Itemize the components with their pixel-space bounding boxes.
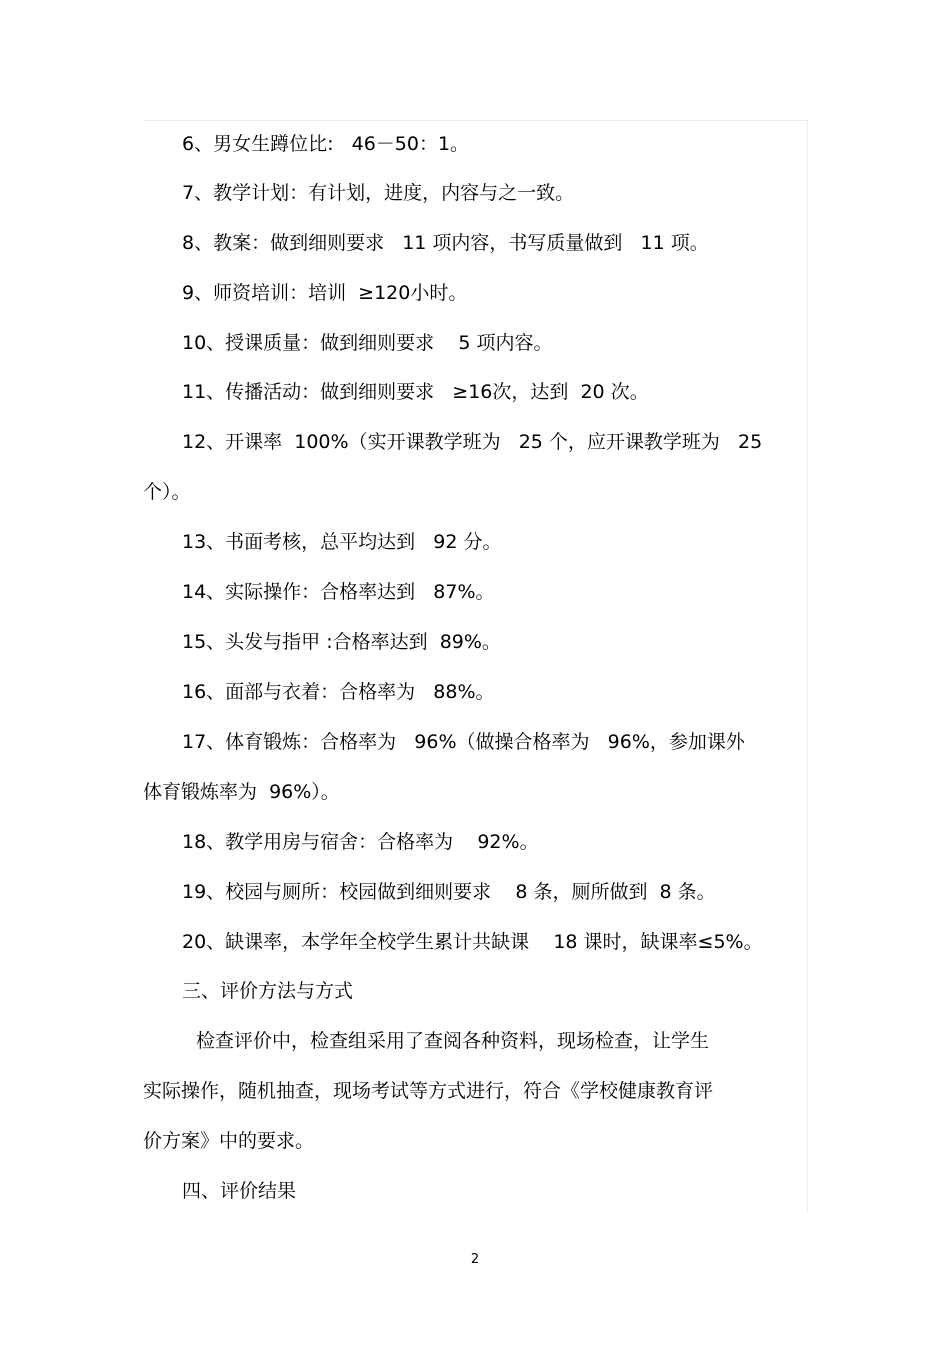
text-line-9: 9、师资培训：培训 ≥120小时。	[182, 282, 468, 304]
text-line-12-cont: 个）。	[143, 481, 191, 503]
section-heading-4: 四、评价结果	[182, 1180, 297, 1202]
text-line-16: 16、面部与衣着：合格率为 88%。	[182, 681, 495, 703]
text-line-20: 20、缺课率，本学年全校学生累计共缺课 18 课时，缺课率≤5%。	[182, 931, 763, 953]
text-line-8: 8、教案：做到细则要求 11 项内容，书写质量做到 11 项。	[182, 232, 709, 254]
text-line-14: 14、实际操作：合格率达到 87%。	[182, 581, 495, 603]
text-line-18: 18、教学用房与宿舍：合格率为 92%。	[182, 831, 539, 853]
paragraph-line-3: 价方案》中的要求。	[143, 1130, 315, 1152]
text-line-13: 13、书面考核，总平均达到 92 分。	[182, 531, 502, 553]
paragraph-line-2: 实际操作，随机抽查，现场考试等方式进行，符合《学校健康教育评	[143, 1080, 714, 1102]
text-line-17-cont: 体育锻炼率为 96%）。	[143, 781, 340, 803]
text-line-7: 7、教学计划：有计划，进度，内容与之一致。	[182, 182, 575, 204]
text-line-6: 6、男女生蹲位比: 46－50：1。	[182, 133, 470, 155]
page-number: 2	[470, 1252, 480, 1267]
section-heading-3: 三、评价方法与方式	[182, 980, 354, 1002]
text-line-12: 12、开课率 100%（实开课教学班为 25 个，应开课教学班为 25	[182, 431, 763, 453]
text-line-10: 10、授课质量：做到细则要求 5 项内容。	[182, 332, 553, 354]
text-line-17: 17、体育锻炼：合格率为 96%（做操合格率为 96%，参加课外	[182, 731, 745, 753]
paragraph-line-1: 检查评价中，检查组采用了查阅各种资料，现场检查，让学生	[196, 1030, 710, 1052]
page-frame	[143, 120, 808, 1213]
text-line-11: 11、传播活动：做到细则要求 ≥16次，达到 20 次。	[182, 381, 649, 403]
text-line-19: 19、校园与厕所：校园做到细则要求 8 条，厕所做到 8 条。	[182, 881, 716, 903]
text-line-15: 15、头发与指甲 :合格率达到 89%。	[182, 631, 501, 653]
